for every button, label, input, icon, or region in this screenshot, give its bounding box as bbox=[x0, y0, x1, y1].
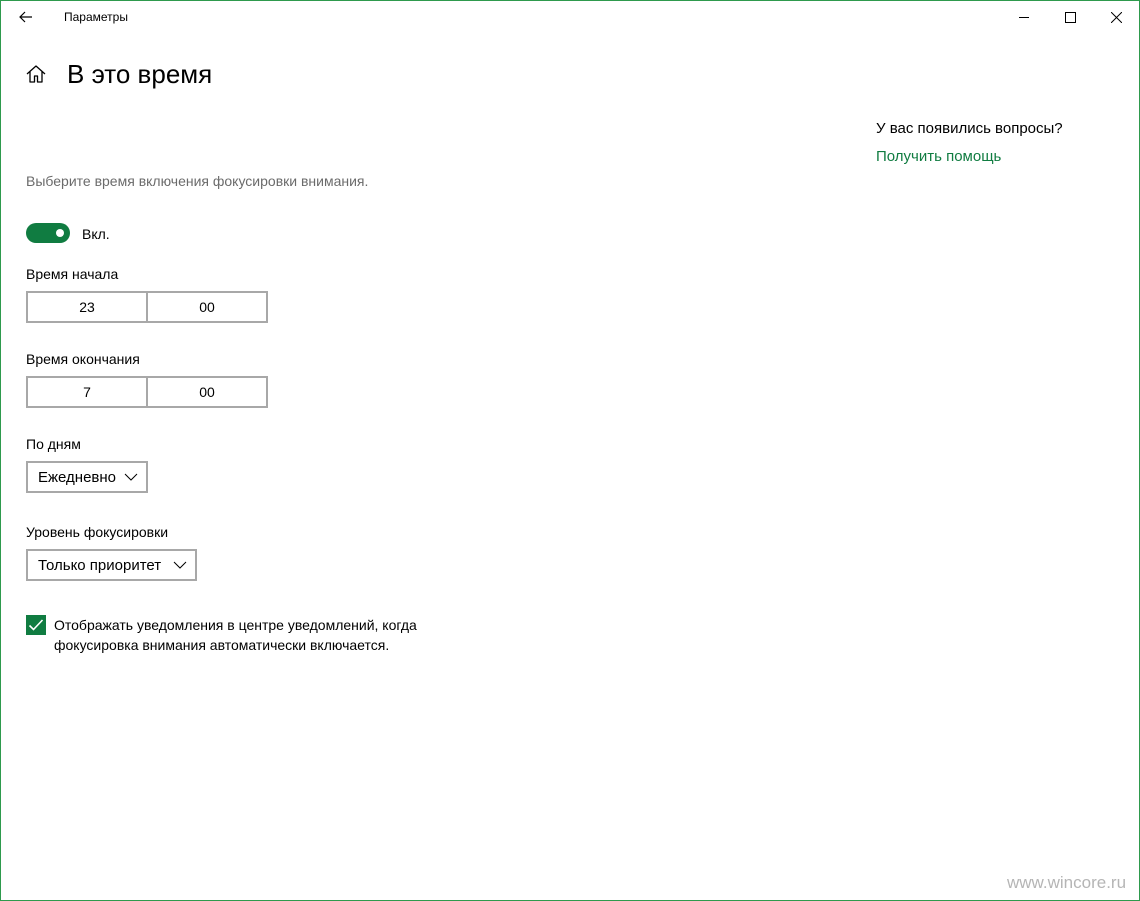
page-description: Выберите время включения фокусировки внимания. bbox=[26, 173, 369, 189]
start-time-label: Время начала bbox=[26, 266, 119, 282]
back-arrow-icon bbox=[19, 11, 33, 23]
checkmark-icon bbox=[28, 618, 44, 632]
show-notifications-label: Отображать уведомления в центре уведомлений, когда фокусировка внимания автоматически включается. bbox=[54, 617, 417, 653]
schedule-toggle[interactable] bbox=[26, 223, 70, 243]
home-button[interactable] bbox=[25, 63, 47, 85]
toggle-label: Вкл. bbox=[82, 226, 110, 242]
maximize-button[interactable] bbox=[1047, 1, 1093, 33]
page-title: В это время bbox=[67, 59, 213, 89]
end-time-label: Время окончания bbox=[26, 351, 140, 367]
maximize-icon bbox=[1065, 12, 1076, 23]
title-bar bbox=[1, 1, 1139, 33]
window-title: Параметры bbox=[64, 10, 128, 24]
focus-level-selected: Только приоритет bbox=[38, 556, 162, 574]
end-minute[interactable]: 00 bbox=[146, 378, 266, 406]
minimize-button[interactable] bbox=[1001, 1, 1047, 33]
start-time-picker[interactable] bbox=[26, 291, 268, 323]
focus-level-dropdown[interactable] bbox=[26, 549, 197, 581]
focus-level-label: Уровень фокусировки bbox=[26, 524, 169, 540]
help-question: У вас появились вопросы? bbox=[876, 120, 1063, 137]
close-button[interactable] bbox=[1093, 1, 1139, 33]
days-selected: Ежедневно bbox=[38, 468, 117, 486]
get-help-link[interactable]: Получить помощь bbox=[876, 148, 1002, 165]
minimize-icon bbox=[1019, 12, 1030, 23]
end-time-picker[interactable] bbox=[26, 376, 268, 408]
toggle-knob bbox=[56, 229, 64, 237]
start-hour[interactable]: 23 bbox=[79, 299, 95, 315]
days-label: По дням bbox=[26, 436, 81, 452]
home-icon bbox=[25, 63, 47, 85]
site-watermark: www.wincore.ru bbox=[1007, 873, 1127, 892]
chevron-down-icon bbox=[124, 471, 138, 483]
days-dropdown[interactable] bbox=[26, 461, 148, 493]
show-notifications-checkbox[interactable] bbox=[26, 615, 46, 635]
close-icon bbox=[1111, 12, 1122, 23]
back-button[interactable] bbox=[9, 3, 43, 31]
start-minute[interactable]: 00 bbox=[146, 293, 266, 321]
end-hour[interactable]: 7 bbox=[83, 384, 91, 400]
chevron-down-icon bbox=[173, 559, 187, 571]
